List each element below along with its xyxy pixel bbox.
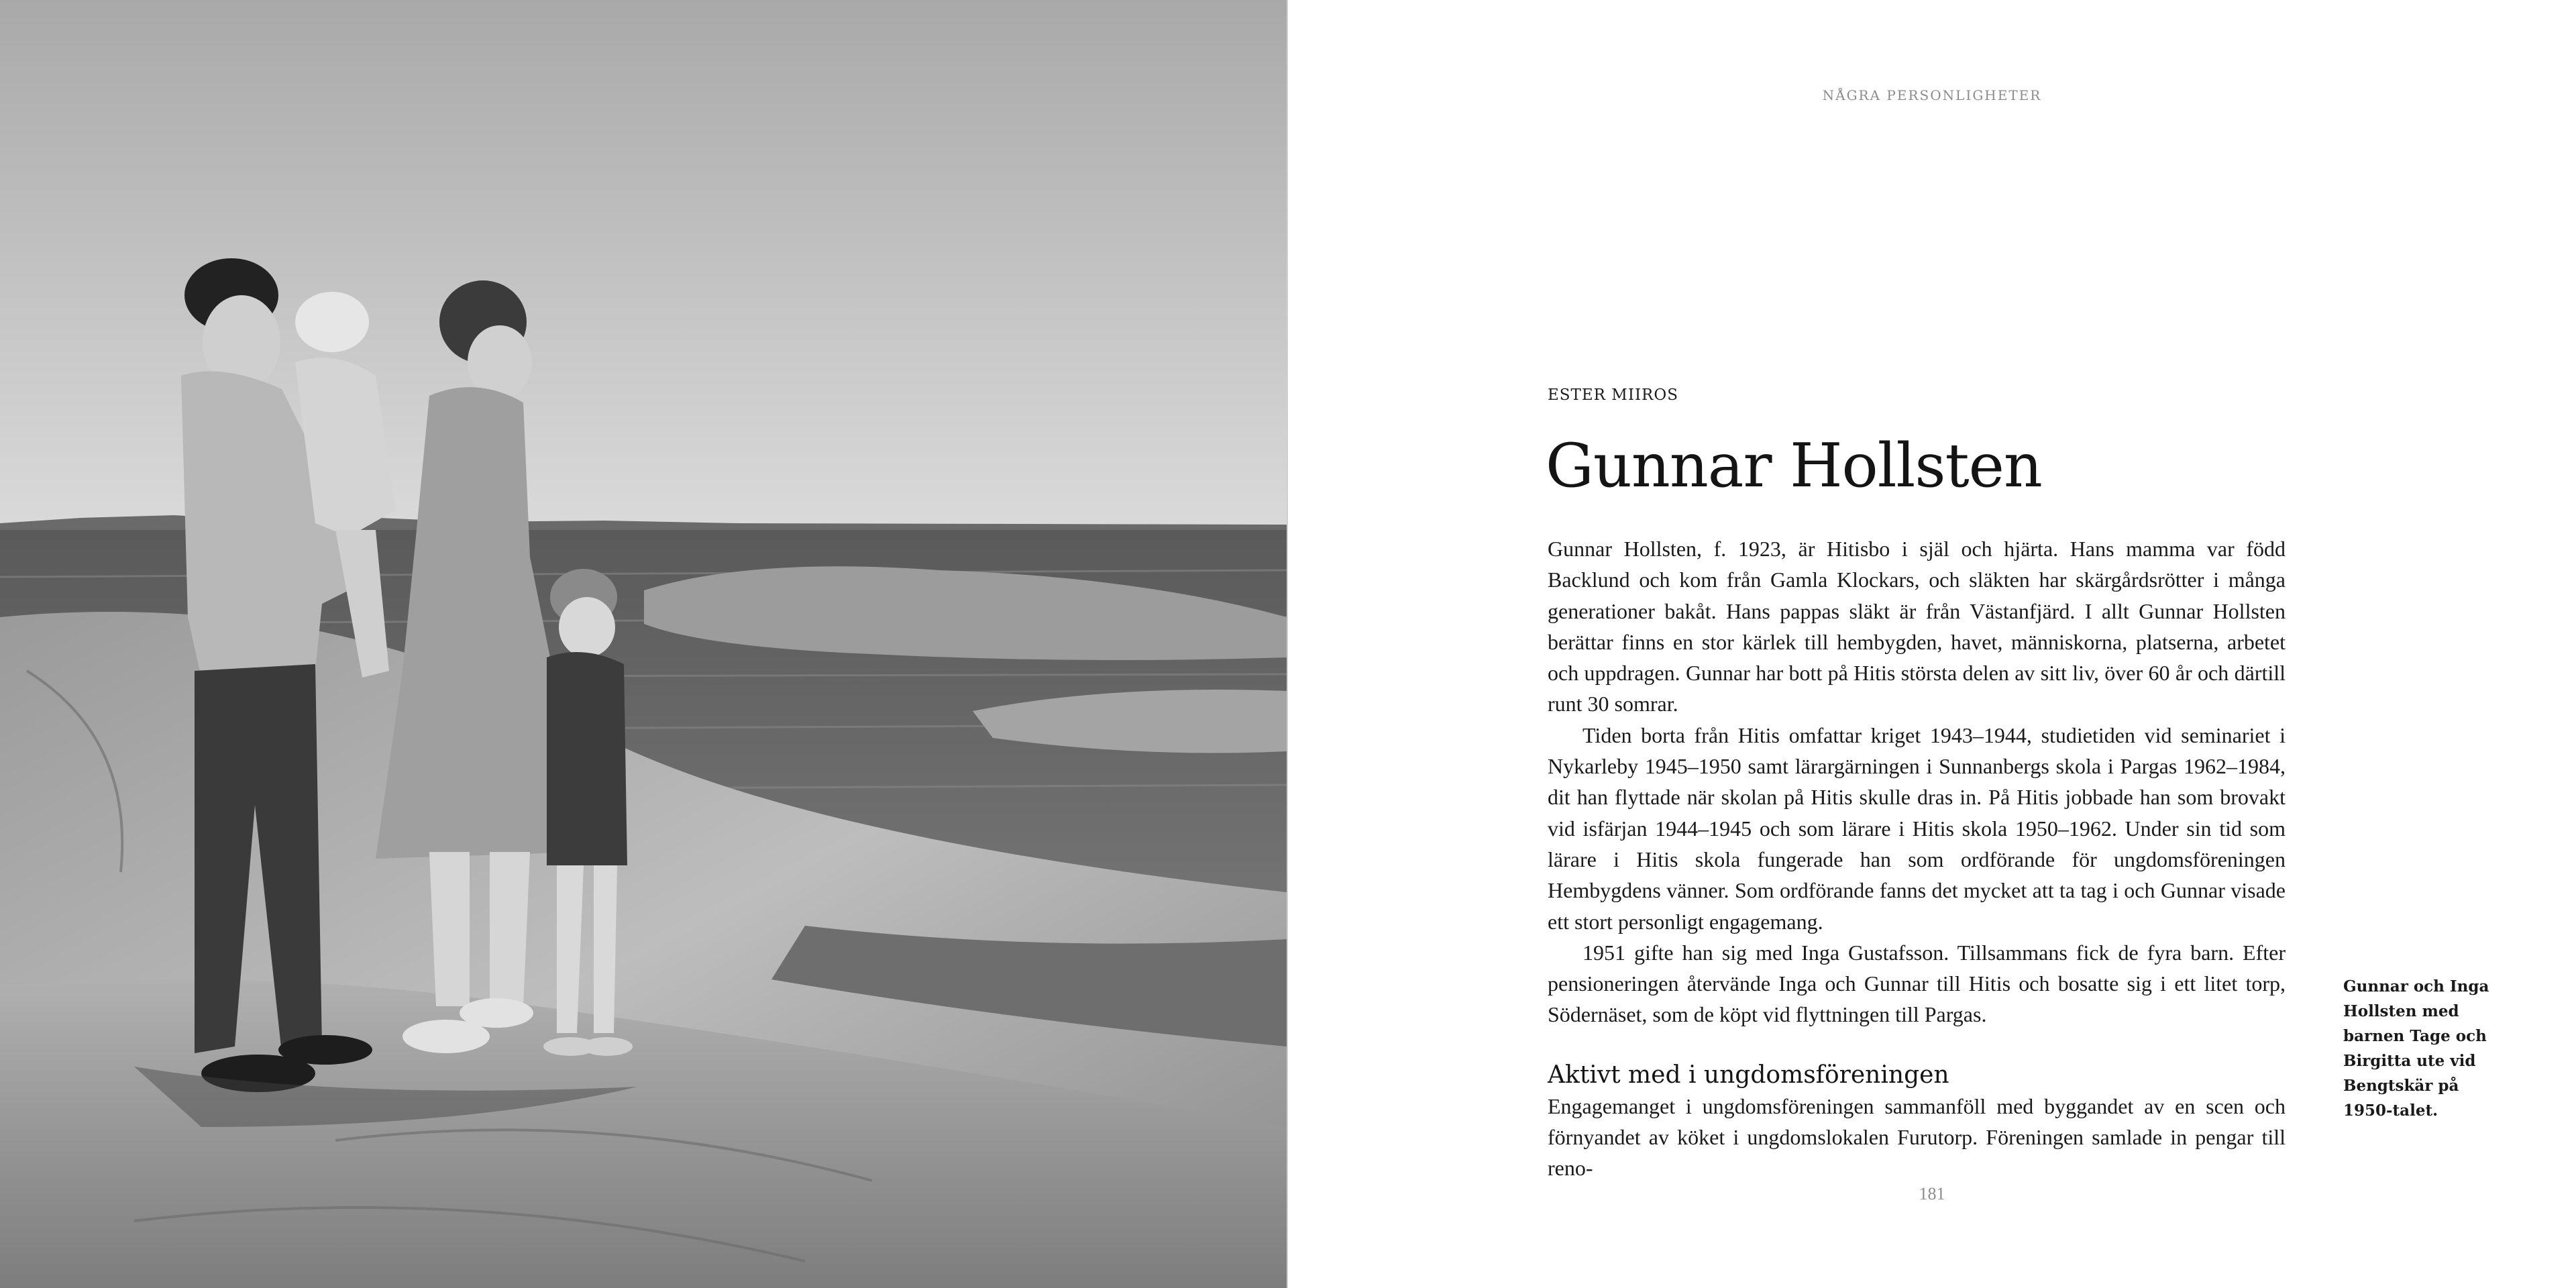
running-head: NÅGRA PERSONLIGHETER <box>1822 87 2042 103</box>
section-subheading: Aktivt med i ungdomsföreningen <box>1548 1061 1949 1089</box>
page-number: 181 <box>1919 1184 1945 1203</box>
article-body <box>1548 533 2286 1184</box>
body-paragraph: Gunnar Hollsten, f. 1923, är Hitisbo i själ och hjärta. Hans mamma var född Backlund och kom från Gamla Klockars, och släkten har skärgårdsrötter i många generationer bakåt. Hans pappas släkt är från Västanfjärd. I allt Gunnar Hollsten berättar finns en stor kärlek till hembygden, havet, människorna, platserna, arbetet och uppdragen. Gunnar har bott på Hitis största delen av sitt liv, över 60 år och därtill runt 30 somrar. <box>1548 537 2286 716</box>
family-photo-image <box>0 0 1287 1288</box>
body-paragraph: Tiden borta från Hitis omfattar kriget 1943–1944, studietiden vid seminariet i Nykarleby 1945–1950 samt lärargärningen i Sunnanbergs skola i Pargas 1962–1984, dit han flyttade när skolan på Hitis skulle dras in. På Hitis jobbade han som brovakt vid isfärjan 1944–1945 och som lärare i Hitis skola 1950–1962. Under sin tid som lärare i Hitis skola fungerade han som ordförande för ungdomsföreningen Hembygdens vänner. Som ordförande fanns det mycket att ta tag i och Gunnar visade ett stort personligt engagemang. <box>1548 722 2286 934</box>
family-photo <box>0 0 1287 1288</box>
article-author: ESTER MIIROS <box>1548 386 1678 404</box>
body-paragraph: Engagemanget i ungdomsföreningen sammanföll med byggandet av en scen och förnyandet av köket i ungdomslokalen Furutorp. Föreningen samlade in pengar till reno- <box>1548 1093 2286 1181</box>
body-paragraph: 1951 gifte han sig med Inga Gustafsson. Tillsammans fick de fyra barn. Efter pensioneringen återvände Inga och Gunnar till Hitis och bosatte sig i ett litet torp, Södernäset, som de köpt vid flyttningen till Pargas. <box>1548 940 2286 1027</box>
text-page <box>1287 0 2576 1288</box>
article-title: Gunnar Hollsten <box>1546 431 2042 501</box>
photo-caption: Gunnar och Inga Hollsten med barnen Tage och Birgitta ute vid Bengtskär på 1950-talet. <box>2343 977 2489 1120</box>
